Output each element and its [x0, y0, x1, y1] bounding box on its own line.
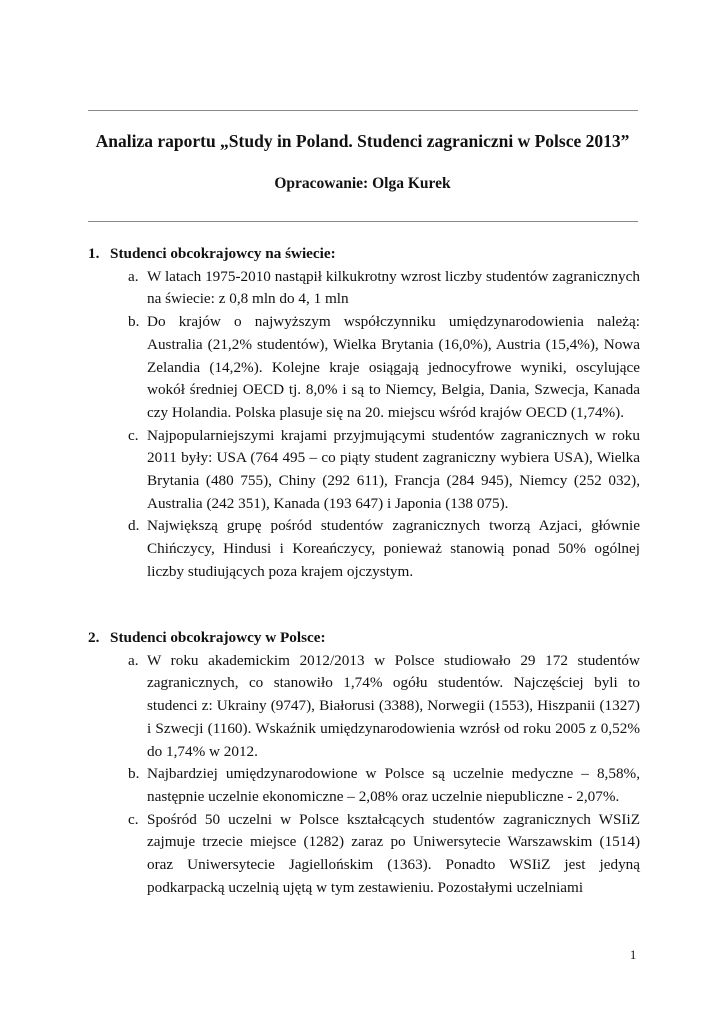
item-text: W latach 1975-2010 nastąpił kilkukrotny wzrost liczby studentów zagranicznych na świecie: z 0,8 mln do 4, 1 mln [147, 267, 640, 308]
list-item [88, 809, 640, 900]
section-heading [88, 627, 640, 650]
list-item [88, 311, 640, 425]
section-2 [88, 627, 640, 899]
item-letter: c. [128, 426, 139, 444]
list-item [88, 763, 640, 808]
item-letter: c. [128, 810, 139, 828]
item-letter: d. [128, 517, 140, 535]
document-title: Analiza raportu „Study in Poland. Studenci zagraniczni w Polsce 2013” [95, 131, 630, 151]
section-heading-text: Studenci obcokrajowcy w Polsce: [110, 629, 326, 646]
list-item [88, 650, 640, 764]
section-heading [88, 243, 640, 266]
document-author: Opracowanie: Olga Kurek [274, 175, 451, 192]
item-letter: a. [128, 651, 139, 669]
section-number: 2. [88, 629, 100, 646]
item-text: W roku akademickim 2012/2013 w Polsce studiowało 29 172 studentów zagranicznych, co stanowiło 1,74% ogółu studentów. Najczęściej byli to studenci z: Ukrainy (9747), Białorusi (3388), Norwegii (1553), Hiszpanii (1327) i Szwecji (1160). Wskaźnik umiędzynarodowienia wzrósł od roku 2005 z 0,52% do 1,74% w 2012. [147, 651, 640, 760]
item-text: Najbardziej umiędzynarodowione w Polsce są uczelnie medyczne – 8,58%, następnie uczelnie ekonomiczne – 2,08% oraz uczelnie niepubliczne - 2,07%. [147, 765, 640, 805]
header-divider [88, 221, 638, 222]
item-letter: b. [128, 765, 140, 783]
section-number: 1. [88, 245, 100, 262]
list-item [88, 515, 640, 583]
section-1 [88, 243, 640, 584]
list-item [88, 266, 640, 311]
top-divider [88, 110, 638, 111]
list-item [88, 425, 640, 516]
item-text: Do krajów o najwyższym współczynniku umiędzynarodowienia należą: Australia (21,2% studentów), Wielka Brytania (16,0%), Austria (15,4%), Nowa Zelandia (14,2%). Kolejne kraje osiągają jednocyfrowe wyniki, oscylujące wokół średniej OECD tj. 8,0% i są to Niemcy, Belgia, Dania, Szwecja, Kanada czy Holandia. Polska plasuje się na 20. miejscu wśród krajów OECD (1,74%). [147, 313, 640, 421]
item-letter: a. [128, 267, 139, 285]
item-letter: b. [128, 313, 140, 331]
item-text: Najpopularniejszymi krajami przyjmującymi studentów zagranicznych w roku 2011 były: USA (764 495 – co piąty student zagraniczny wybiera USA), Wielka Brytania (480 755), Chiny (292 611), Francja (284 945), Niemcy (252 032), Australia (242 351), Kanada (193 647) i Japonia (138 075). [147, 426, 640, 512]
section-heading-text: Studenci obcokrajowcy na świecie: [110, 245, 336, 262]
item-text: Największą grupę pośród studentów zagranicznych tworzą Azjaci, głównie Chińczycy, Hindusi i Koreańczycy, ponieważ stanowią ponad 50% ogólnej liczby studiujących poza krajem ojczystym. [147, 517, 640, 580]
item-text: Spośród 50 uczelni w Polsce kształcących studentów zagranicznych WSIiZ zajmuje trzecie miejsce (1282) zaraz po Uniwersytecie Warszawskim (1514) oraz Uniwersytecie Jagiellońskim (1363). Ponadto WSIiZ jest jedyną podkarpacką uczelnią ujętą w tym zestawieniu. Pozostałymi uczelniami [147, 810, 640, 896]
page-number: 1 [630, 948, 637, 962]
